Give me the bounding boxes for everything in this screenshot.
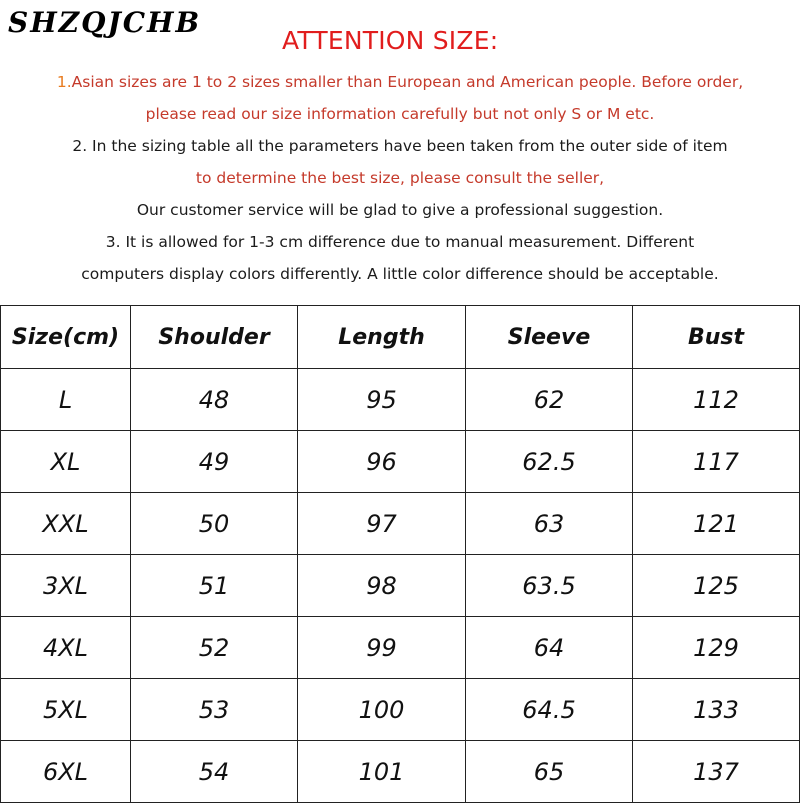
cell-bust: 117: [633, 431, 800, 493]
cell-sleeve: 65: [466, 741, 633, 803]
cell-size: 5XL: [1, 679, 131, 741]
note-line-5: Our customer service will be glad to give a professional suggestion.: [136, 201, 664, 219]
cell-size: XL: [1, 431, 131, 493]
note-line-2: please read our size information carefully but not only S or M etc.: [145, 105, 655, 123]
cell-shoulder: 49: [131, 431, 298, 493]
size-table: [0, 305, 800, 803]
cell-length: 97: [298, 493, 466, 555]
note-line-7: computers display colors differently. A little color difference should be acceptable.: [81, 265, 719, 283]
header-length: Length: [298, 306, 466, 369]
note-line-6: 3. It is allowed for 1-3 cm difference due to manual measurement. Different: [105, 233, 695, 251]
cell-size: XXL: [1, 493, 131, 555]
cell-bust: 137: [633, 741, 800, 803]
cell-length: 95: [298, 369, 466, 431]
cell-sleeve: 62: [466, 369, 633, 431]
cell-length: 99: [298, 617, 466, 679]
note-text-1: Asian sizes are 1 to 2 sizes smaller than European and American people. Before order,: [71, 73, 744, 91]
table-row: [1, 369, 800, 431]
cell-size: 4XL: [1, 617, 131, 679]
cell-size: L: [1, 369, 131, 431]
table-header-row: [1, 306, 800, 369]
cell-shoulder: 48: [131, 369, 298, 431]
table-row: [1, 431, 800, 493]
cell-bust: 121: [633, 493, 800, 555]
header-shoulder: Shoulder: [131, 306, 298, 369]
table-row: [1, 741, 800, 803]
header-bust: Bust: [633, 306, 800, 369]
header-size: Size(cm): [1, 306, 131, 369]
cell-shoulder: 53: [131, 679, 298, 741]
table-row: [1, 493, 800, 555]
cell-size: 3XL: [1, 555, 131, 617]
cell-shoulder: 54: [131, 741, 298, 803]
cell-bust: 125: [633, 555, 800, 617]
cell-length: 101: [298, 741, 466, 803]
header-sleeve: Sleeve: [466, 306, 633, 369]
cell-sleeve: 63: [466, 493, 633, 555]
table-row: [1, 555, 800, 617]
cell-shoulder: 50: [131, 493, 298, 555]
cell-bust: 129: [633, 617, 800, 679]
note-line-4: to determine the best size, please consult the seller,: [195, 169, 605, 187]
note-line-3: 2. In the sizing table all the parameters have been taken from the outer side of item: [72, 137, 728, 155]
cell-length: 100: [298, 679, 466, 741]
table-row: [1, 617, 800, 679]
cell-bust: 133: [633, 679, 800, 741]
cell-sleeve: 64: [466, 617, 633, 679]
cell-sleeve: 64.5: [466, 679, 633, 741]
cell-bust: 112: [633, 369, 800, 431]
cell-sleeve: 62.5: [466, 431, 633, 493]
table-row: [1, 679, 800, 741]
size-notes: [0, 66, 800, 290]
note-number-1: 1.: [56, 73, 72, 91]
cell-shoulder: 52: [131, 617, 298, 679]
cell-length: 96: [298, 431, 466, 493]
note-line-1: [0, 66, 800, 98]
attention-title: ATTENTION SIZE:: [282, 26, 499, 55]
cell-sleeve: 63.5: [466, 555, 633, 617]
brand-name: SHZQJCHB: [8, 6, 202, 39]
cell-length: 98: [298, 555, 466, 617]
cell-shoulder: 51: [131, 555, 298, 617]
cell-size: 6XL: [1, 741, 131, 803]
